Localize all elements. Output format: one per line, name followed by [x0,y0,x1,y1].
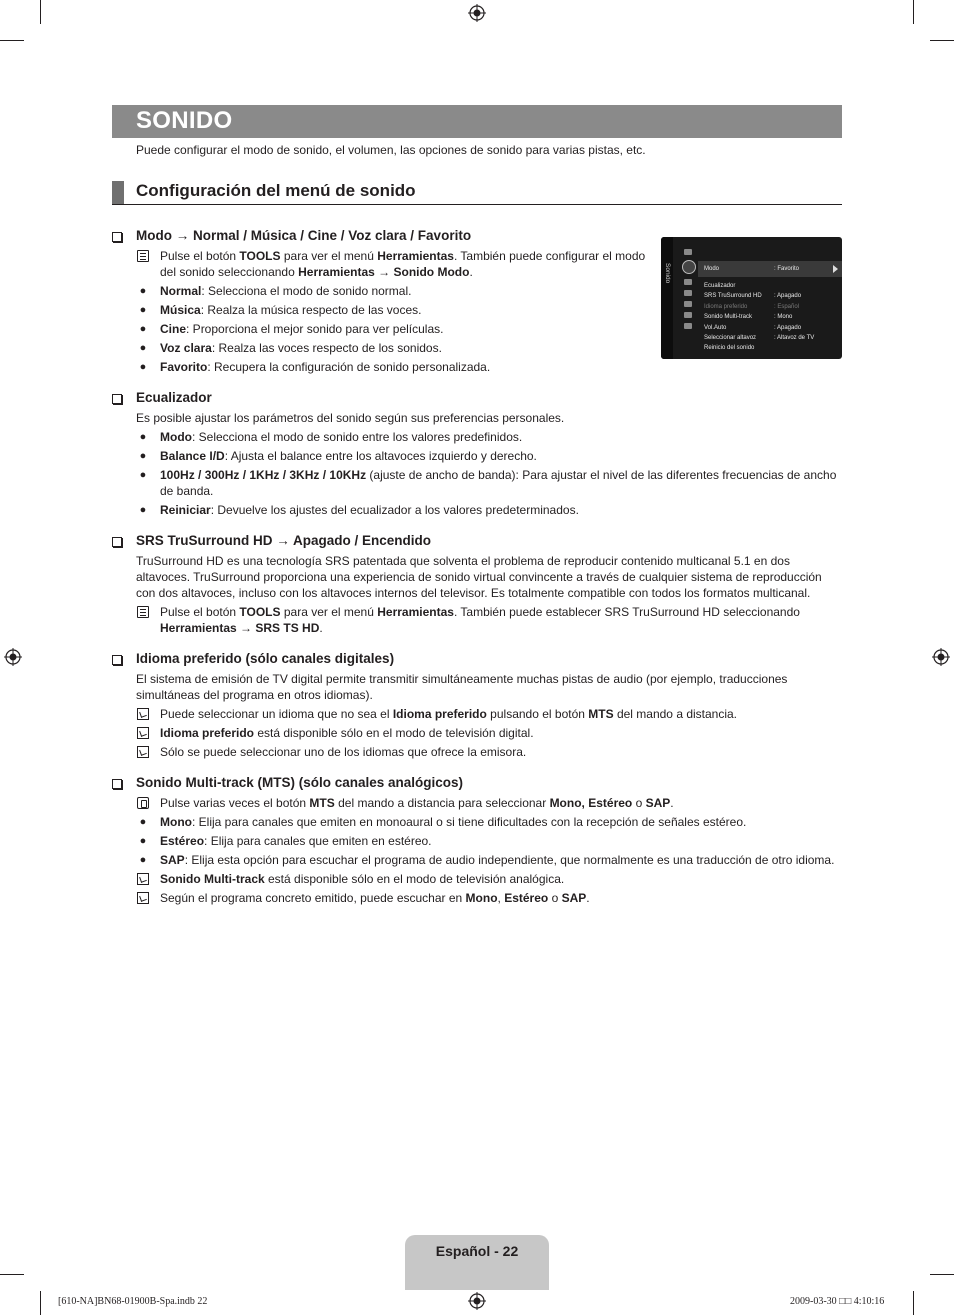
note-icon [137,727,149,739]
file-info: [610-NA]BN68-01900B-Spa.indb 22 [58,1296,208,1307]
registration-mark-icon [468,4,486,22]
crop-mark [0,1274,24,1275]
list-item: ● SAP: Elija esta opción para escuchar el programa de audio independiente, que normalmente es una traducción de otro idioma. [112,852,842,868]
osd-row-value: : Favorito [774,266,800,272]
bullet-icon: ● [139,504,147,516]
tools-note: Pulse el botón TOOLS para ver el menú Herramientas. También puede configurar el modo del sonido seleccionando Herramientas → Sonido Modo. [112,248,652,280]
bullet-icon: ● [139,361,147,373]
topic-title: Sonido Multi-track (MTS) (sólo canales analógicos) [136,775,464,790]
bullet-icon: ● [139,854,147,866]
osd-row-value: : Mono [774,314,793,320]
note-icon [137,746,149,758]
note-icon [137,708,149,720]
bullet-icon: ● [139,285,147,297]
topic-title: Ecualizador [136,390,212,405]
checkbox-square-icon [112,655,122,665]
list-item: ● Modo: Selecciona el modo de sonido entre los valores predefinidos. [112,429,842,445]
tools-icon [137,250,149,262]
note-item: Según el programa concreto emitido, puede escuchar en Mono, Estéreo o SAP. [112,890,842,906]
bullet-icon: ● [139,342,147,354]
osd-row-value: : Apagado [774,325,802,331]
registration-mark-icon [932,648,950,666]
checkbox-square-icon [112,394,122,404]
list-item: ● Favorito: Recupera la configuración de sonido personalizada. [112,359,842,375]
osd-row-value: : Español [774,304,800,310]
osd-row-label: Sonido Multi-track [704,314,753,320]
page-title: SONIDO [136,107,233,134]
page-number-tab [405,1235,549,1290]
topic-sonido-multi-track [112,775,842,790]
osd-row-label: Idioma preferido [704,304,748,310]
osd-row-label: Vol.Auto [704,325,727,331]
list-item: ● Voz clara: Realza las voces respecto de los sonidos. [112,340,842,356]
print-timestamp: 2009-03-30 □□ 4:10:16 [790,1296,885,1307]
list-item: ● 100Hz / 300Hz / 1KHz / 3KHz / 10KHz (ajuste de ancho de banda): Para ajustar el nivel de las diferentes frecuencias de ancho de banda. [112,467,842,499]
bullet-icon: ● [139,323,147,335]
osd-row-label: Modo [704,266,720,272]
crop-mark [913,1291,914,1315]
intro-text: Puede configurar el modo de sonido, el volumen, las opciones de sonido para varias pistas, etc. [136,143,646,157]
bullet-icon: ● [139,450,147,462]
mts-note: Pulse varias veces el botón MTS del mando a distancia para seleccionar Mono, Estéreo o SAP. [112,795,842,811]
list-item: ● Normal: Selecciona el modo de sonido normal. [112,283,842,299]
osd-row-label: Reinicio del sonido [704,345,755,351]
note-item: Puede seleccionar un idioma que no sea el Idioma preferido pulsando el botón MTS del mando a distancia. [112,706,842,722]
note-icon [137,873,149,885]
osd-row-value: : Altavoz de TV [774,335,815,341]
note-item: Sonido Multi-track está disponible sólo en el modo de televisión analógica. [112,871,842,887]
paragraph: Es posible ajustar los parámetros del sonido según sus preferencias personales. [136,411,565,425]
bullet-icon: ● [139,835,147,847]
crop-mark [930,40,954,41]
osd-row-label: SRS TruSurround HD [704,293,762,299]
osd-row-label: Seleccionar altavoz [704,335,757,341]
tools-icon [137,606,149,618]
list-item: ● Balance I/D: Ajusta el balance entre los altavoces izquierdo y derecho. [112,448,842,464]
checkbox-square-icon [112,232,122,242]
osd-row-value: : Apagado [774,293,802,299]
crop-mark [40,0,41,24]
bullet-icon: ● [139,431,147,443]
crop-mark [40,1291,41,1315]
topic-ecualizador [112,390,842,405]
list-item: ● Mono: Elija para canales que emiten en monoaural o si tiene dificultades con la recepción de señales estéreo. [112,814,842,830]
note-icon [137,892,149,904]
bullet-icon: ● [139,816,147,828]
page-title-bar [112,105,842,138]
tools-note: Pulse el botón TOOLS para ver el menú Herramientas. También puede establecer SRS TruSurround HD seleccionando Herramientas → SRS TS HD. [112,604,842,636]
list-item: ● Cine: Proporciona el mejor sonido para ver películas. [112,321,842,337]
registration-mark-icon [468,1292,486,1310]
topic-title: SRS TruSurround HD → Apagado / Encendido [136,533,432,548]
section-marker [112,181,124,205]
crop-mark [913,0,914,24]
bullet-icon: ● [139,304,147,316]
osd-vertical-label: Sonido [664,263,671,284]
note-item: Idioma preferido está disponible sólo en el modo de televisión digital. [112,725,842,741]
note-item: Sólo se puede seleccionar uno de los idiomas que ofrece la emisora. [112,744,842,760]
list-item: ● Música: Realza la música respecto de las voces. [112,302,842,318]
main-content [112,228,842,909]
topic-title: Modo → Normal / Música / Cine / Voz clara / Favorito [136,228,472,243]
topic-title: Idioma preferido (sólo canales digitales) [136,651,395,666]
bullet-icon: ● [139,469,147,481]
osd-row-label: Ecualizador [704,283,736,289]
registration-mark-icon [4,648,22,666]
topic-idioma-preferido [112,651,842,666]
page-number: Español - 22 [435,1243,519,1259]
section-divider [112,204,842,205]
topic-modo [112,228,652,243]
list-item: ● Reiniciar: Devuelve los ajustes del ecualizador a los valores predeterminados. [112,502,842,518]
crop-mark [0,40,24,41]
crop-mark [930,1274,954,1275]
paragraph: El sistema de emisión de TV digital permite transmitir simultáneamente muchas pistas de audio (por ejemplo, traducciones simultáneas del programa en otros idiomas). [136,672,788,702]
section-title: Configuración del menú de sonido [136,181,416,200]
checkbox-square-icon [112,779,122,789]
paragraph: TruSurround HD es una tecnología SRS patentada que solventa el problema de reproducir contenido multicanal 5.1 en dos altavoces. TruSurround proporciona una experiencia de sonido virtual convincente a través de cualquier sistema de reproducción con dos altavoces, incluso con los altavoces internos del televisor. Es totalmente compatible con todos los formatos multicanal. [136,554,822,600]
mts-button-icon [137,797,149,809]
checkbox-square-icon [112,537,122,547]
topic-srs-trusurround [112,533,842,548]
list-item: ● Estéreo: Elija para canales que emiten en estéreo. [112,833,842,849]
